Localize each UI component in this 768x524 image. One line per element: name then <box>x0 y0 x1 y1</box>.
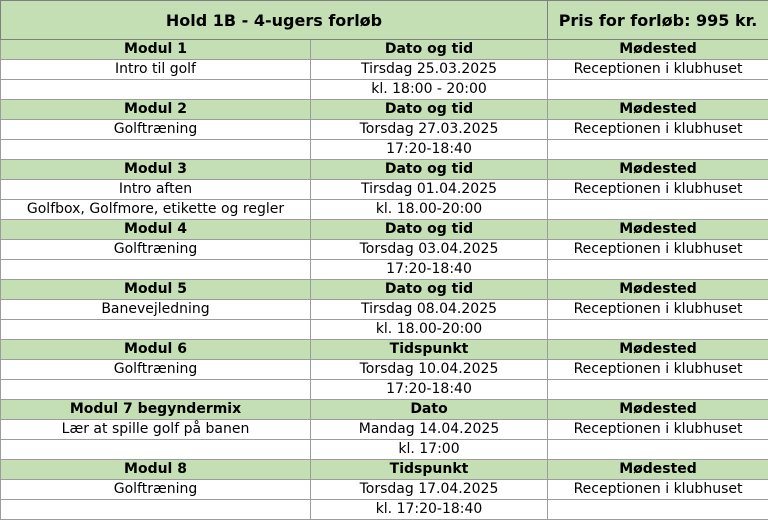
place-header: Mødested <box>548 220 768 240</box>
place-cell <box>548 80 768 100</box>
module-name: Modul 7 begyndermix <box>1 400 311 420</box>
date-cell: kl. 18:00 - 20:00 <box>311 80 548 100</box>
module-name: Modul 2 <box>1 100 311 120</box>
time-header: Tidspunkt <box>311 340 548 360</box>
module-name: Modul 4 <box>1 220 311 240</box>
time-header: Dato og tid <box>311 220 548 240</box>
module-header-row <box>1 340 768 360</box>
module-name: Modul 5 <box>1 280 311 300</box>
activity-cell: Lær at spille golf på banen <box>1 420 311 440</box>
time-header: Dato og tid <box>311 160 548 180</box>
module-header-row <box>1 100 768 120</box>
activity-cell <box>1 80 311 100</box>
module-header-row <box>1 280 768 300</box>
place-cell <box>548 320 768 340</box>
date-cell: Tirsdag 25.03.2025 <box>311 60 548 80</box>
time-header: Dato og tid <box>311 280 548 300</box>
activity-cell <box>1 380 311 400</box>
place-cell: Receptionen i klubhuset <box>548 420 768 440</box>
date-cell: Torsdag 03.04.2025 <box>311 240 548 260</box>
schedule-body <box>1 1 768 520</box>
place-cell: Receptionen i klubhuset <box>548 180 768 200</box>
activity-cell <box>1 500 311 520</box>
date-cell: Torsdag 10.04.2025 <box>311 360 548 380</box>
table-row <box>1 80 768 100</box>
date-cell: Torsdag 17.04.2025 <box>311 480 548 500</box>
date-cell: Mandag 14.04.2025 <box>311 420 548 440</box>
table-row <box>1 440 768 460</box>
activity-cell: Golftræning <box>1 120 311 140</box>
place-cell <box>548 140 768 160</box>
place-header: Mødested <box>548 340 768 360</box>
table-row <box>1 140 768 160</box>
course-price: Pris for forløb: 995 kr. <box>548 1 768 40</box>
table-row <box>1 380 768 400</box>
activity-cell: Golftræning <box>1 240 311 260</box>
module-header-row <box>1 40 768 60</box>
place-header: Mødested <box>548 400 768 420</box>
time-header: Tidspunkt <box>311 460 548 480</box>
table-row <box>1 260 768 280</box>
place-cell: Receptionen i klubhuset <box>548 300 768 320</box>
place-header: Mødested <box>548 460 768 480</box>
table-row <box>1 480 768 500</box>
place-cell <box>548 440 768 460</box>
activity-cell <box>1 140 311 160</box>
module-name: Modul 8 <box>1 460 311 480</box>
place-header: Mødested <box>548 40 768 60</box>
place-header: Mødested <box>548 100 768 120</box>
activity-cell <box>1 320 311 340</box>
date-cell: kl. 17:20-18:40 <box>311 500 548 520</box>
module-name: Modul 1 <box>1 40 311 60</box>
table-row <box>1 180 768 200</box>
activity-cell: Golftræning <box>1 360 311 380</box>
place-cell: Receptionen i klubhuset <box>548 240 768 260</box>
module-name: Modul 6 <box>1 340 311 360</box>
place-cell: Receptionen i klubhuset <box>548 480 768 500</box>
date-cell: kl. 17:00 <box>311 440 548 460</box>
place-cell: Receptionen i klubhuset <box>548 120 768 140</box>
module-header-row <box>1 160 768 180</box>
activity-cell: Banevejledning <box>1 300 311 320</box>
place-header: Mødested <box>548 160 768 180</box>
table-row <box>1 320 768 340</box>
table-row <box>1 420 768 440</box>
activity-cell <box>1 260 311 280</box>
date-cell: Torsdag 27.03.2025 <box>311 120 548 140</box>
table-row <box>1 300 768 320</box>
date-cell: 17:20-18:40 <box>311 260 548 280</box>
activity-cell: Golftræning <box>1 480 311 500</box>
place-cell <box>548 260 768 280</box>
table-row <box>1 500 768 520</box>
course-title: Hold 1B - 4-ugers forløb <box>1 1 548 40</box>
table-row <box>1 360 768 380</box>
time-header: Dato og tid <box>311 100 548 120</box>
date-cell: 17:20-18:40 <box>311 140 548 160</box>
time-header: Dato <box>311 400 548 420</box>
date-cell: kl. 18.00-20:00 <box>311 200 548 220</box>
date-cell: 17:20-18:40 <box>311 380 548 400</box>
place-header: Mødested <box>548 280 768 300</box>
place-cell: Receptionen i klubhuset <box>548 360 768 380</box>
date-cell: Tirsdag 01.04.2025 <box>311 180 548 200</box>
date-cell: Tirsdag 08.04.2025 <box>311 300 548 320</box>
module-header-row <box>1 400 768 420</box>
date-cell: kl. 18.00-20:00 <box>311 320 548 340</box>
module-name: Modul 3 <box>1 160 311 180</box>
module-header-row <box>1 460 768 480</box>
table-row <box>1 240 768 260</box>
activity-cell: Golfbox, Golfmore, etikette og regler <box>1 200 311 220</box>
activity-cell: Intro til golf <box>1 60 311 80</box>
activity-cell: Intro aften <box>1 180 311 200</box>
place-cell: Receptionen i klubhuset <box>548 60 768 80</box>
table-row <box>1 60 768 80</box>
table-row <box>1 120 768 140</box>
place-cell <box>548 380 768 400</box>
module-header-row <box>1 220 768 240</box>
activity-cell <box>1 440 311 460</box>
place-cell <box>548 200 768 220</box>
title-row <box>1 1 768 40</box>
table-row <box>1 200 768 220</box>
place-cell <box>548 500 768 520</box>
time-header: Dato og tid <box>311 40 548 60</box>
